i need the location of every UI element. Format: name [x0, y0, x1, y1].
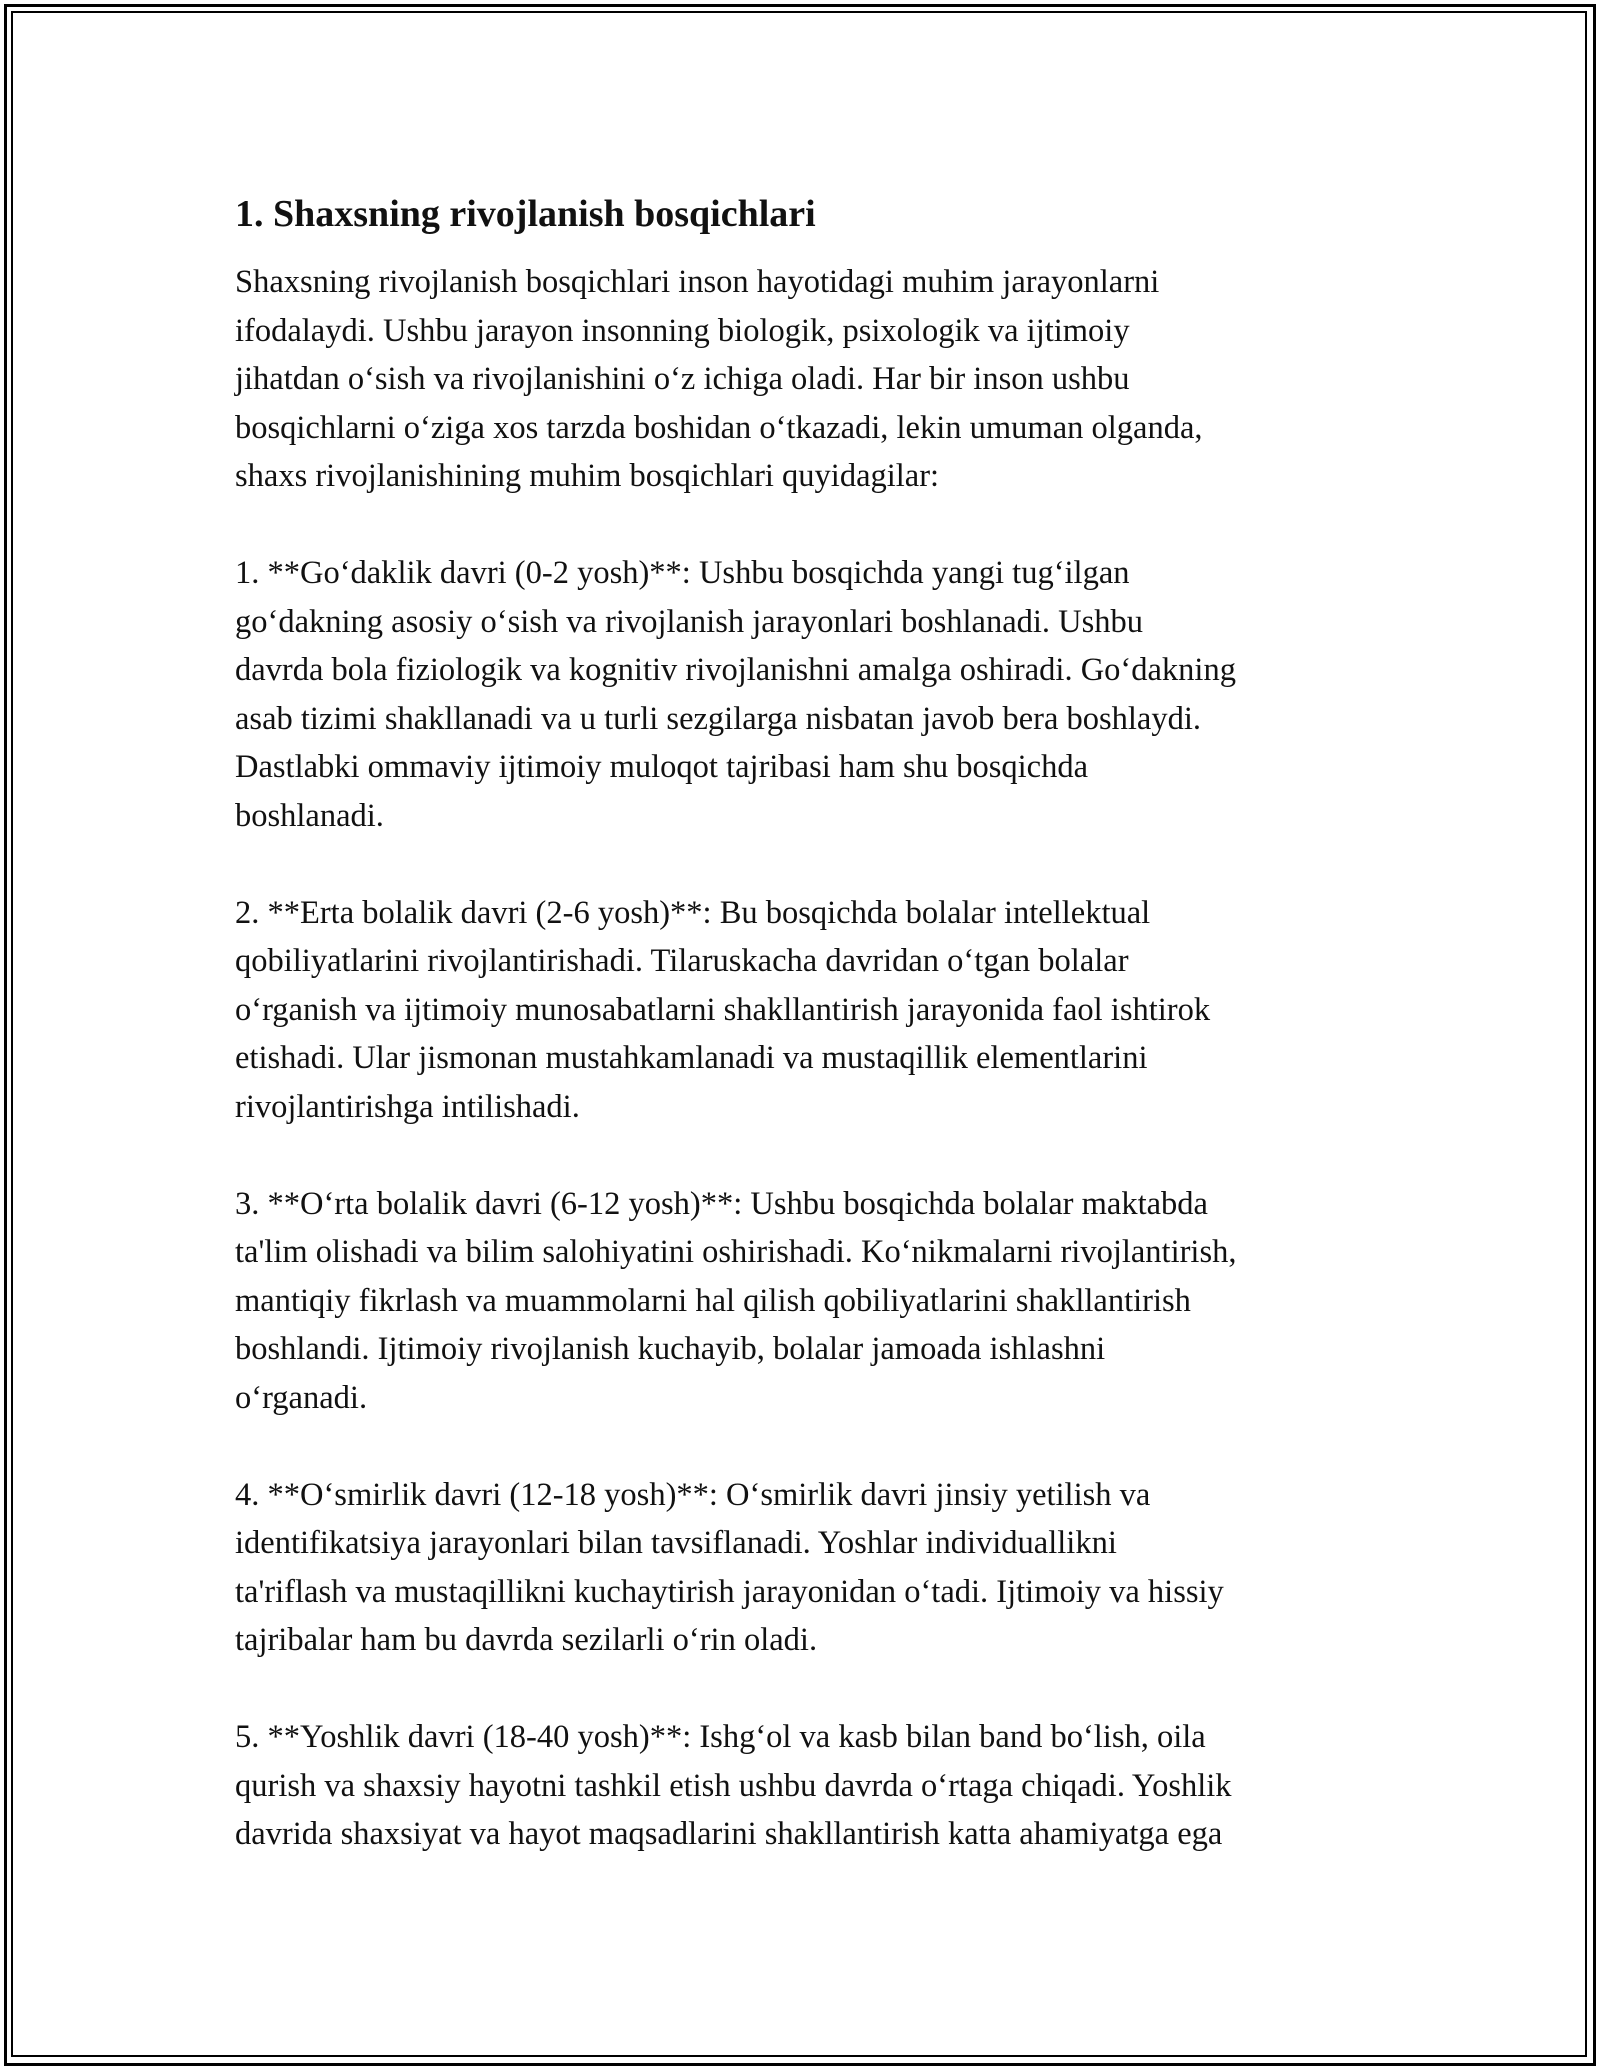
text-line: o‘rganish va ijtimoiy munosabatlarni shakllantirish jarayonida faol ishtirok — [235, 991, 1211, 1028]
text-line: asab tizimi shakllanadi va u turli sezgilarga nisbatan javob bera boshlaydi. — [235, 700, 1202, 737]
text-line: shaxs rivojlanishining muhim bosqichlari quyidagilar: — [235, 458, 940, 494]
text-line: 5. **Yoshlik davri (18-40 yosh)**: Ishg‘ol va kasb bilan band bo‘lish, oila — [235, 1719, 1206, 1755]
text-line: qobiliyatlarini rivojlantirishadi. Tilaruskacha davridan o‘tgan bolalar — [235, 943, 1129, 979]
text-line: 4. **O‘smirlik davri (12-18 yosh)**: O‘smirlik davri jinsiy yetilish va — [235, 1476, 1151, 1513]
text-line: boshlanadi. — [235, 797, 384, 834]
section-heading: 1. Shaxsning rivojlanish bosqichlari — [235, 193, 816, 235]
text-line: go‘dakning asosiy o‘sish va rivojlanish jarayonlari boshlanadi. Ushbu — [235, 603, 1144, 640]
text-line: etishadi. Ular jismonan mustahkamlanadi va mustaqillik elementlarini — [235, 1040, 1148, 1076]
document-body — [235, 188, 1385, 1907]
stage-paragraph-adolescence — [235, 1471, 1385, 1665]
stage-paragraph-infancy — [235, 549, 1385, 840]
text-line: davrda bola fiziologik va kognitiv rivojlanishni amalga oshiradi. Go‘dakning — [235, 652, 1236, 688]
text-line: boshlandi. Ijtimoiy rivojlanish kuchayib, bolalar jamoada ishlashni — [235, 1331, 1106, 1367]
text-line: rivojlantirishga intilishadi. — [235, 1088, 580, 1125]
text-line: mantiqiy fikrlash va muammolarni hal qilish qobiliyatlarini shakllantirish — [235, 1282, 1191, 1319]
text-line: 1. **Go‘daklik davri (0-2 yosh)**: Ushbu bosqichda yangi tug‘ilgan — [235, 555, 1130, 591]
text-line: Dastlabki ommaviy ijtimoiy muloqot tajribasi ham shu bosqichda — [235, 749, 1089, 785]
stage-paragraph-early-childhood — [235, 889, 1385, 1132]
stage-paragraph-middle-childhood — [235, 1180, 1385, 1423]
text-line: 3. **O‘rta bolalik davri (6-12 yosh)**: Ushbu bosqichda bolalar maktabda — [235, 1185, 1208, 1222]
text-line: ifodalaydi. Ushbu jarayon insonning biologik, psixologik va ijtimoiy — [235, 312, 1130, 349]
text-line: Shaxsning rivojlanish bosqichlari inson hayotidagi muhim jarayonlarni — [235, 264, 1160, 300]
text-line: qurish va shaxsiy hayotni tashkil etish ushbu davrda o‘rtaga chiqadi. Yoshlik — [235, 1767, 1232, 1804]
text-line: o‘rganadi. — [235, 1379, 368, 1416]
intro-paragraph — [235, 258, 1385, 501]
text-line: 2. **Erta bolalik davri (2-6 yosh)**: Bu bosqichda bolalar intellektual — [235, 894, 1151, 931]
text-line: ta'lim olishadi va bilim salohiyatini oshirishadi. Ko‘nikmalarni rivojlantirish, — [235, 1234, 1237, 1270]
text-line: identifikatsiya jarayonlari bilan tavsiflanadi. Yoshlar individuallikni — [235, 1525, 1117, 1561]
text-line: davrida shaxsiyat va hayot maqsadlarini shakllantirish katta ahamiyatga ega — [235, 1816, 1223, 1852]
text-line: tajribalar ham bu davrda sezilarli o‘rin oladi. — [235, 1622, 818, 1658]
text-line: bosqichlarni o‘ziga xos tarzda boshidan o‘tkazadi, lekin umuman olganda, — [235, 409, 1203, 446]
text-line: ta'riflash va mustaqillikni kuchaytirish jarayonidan o‘tadi. Ijtimoiy va hissiy — [235, 1573, 1224, 1610]
text-line: jihatdan o‘sish va rivojlanishini o‘z ichiga oladi. Har bir inson ushbu — [235, 361, 1130, 397]
stage-paragraph-youth — [235, 1713, 1385, 1859]
